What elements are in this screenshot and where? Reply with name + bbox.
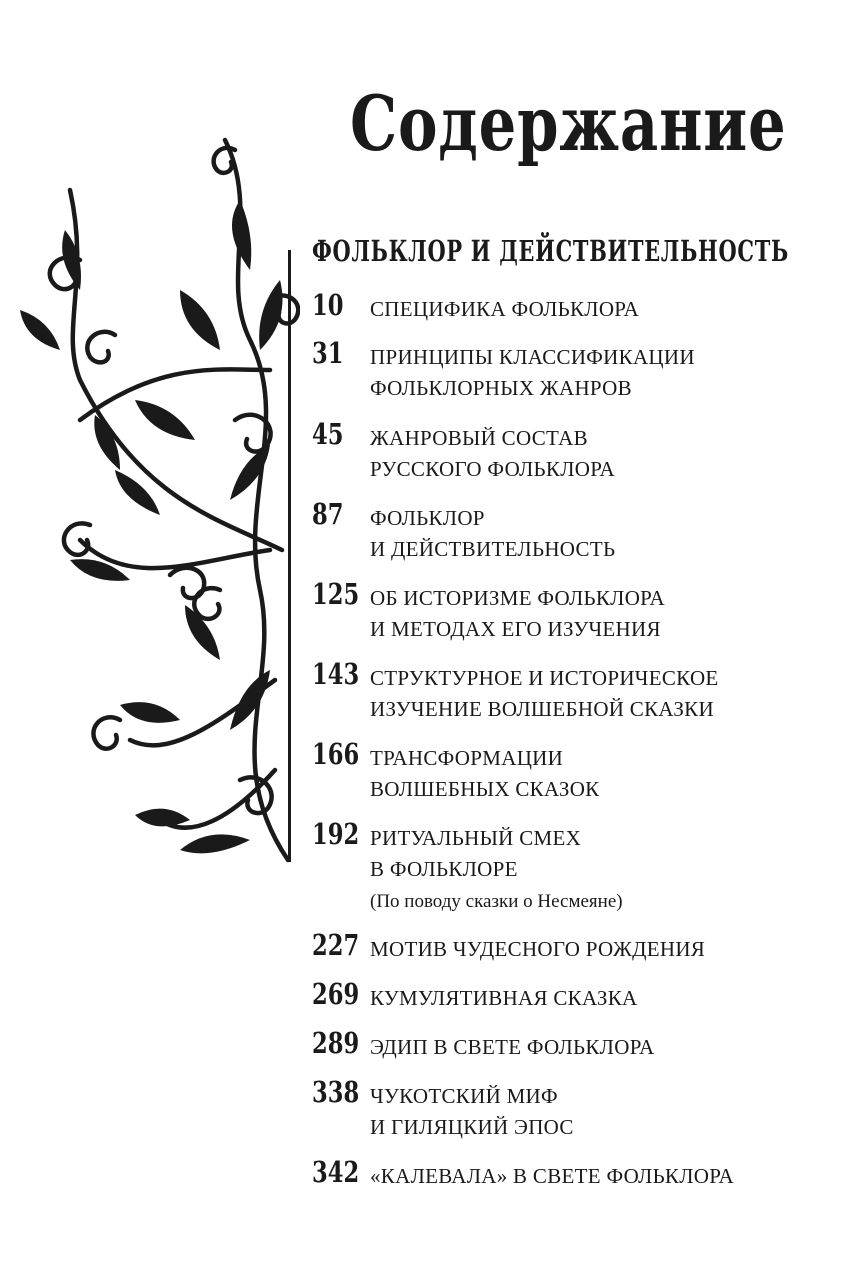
toc-page-number: 289 bbox=[312, 1026, 360, 1060]
toc-page-number: 192 bbox=[312, 817, 360, 851]
toc-entry-title: И МЕТОДАХ ЕГО ИЗУЧЕНИЯ bbox=[370, 617, 661, 641]
toc-page-number: 45 bbox=[312, 417, 344, 451]
page-title: Содержание bbox=[350, 79, 787, 168]
toc-entry-title: ЖАНРОВЫЙ СОСТАВ bbox=[370, 426, 588, 450]
toc-page-number: 166 bbox=[312, 737, 360, 771]
toc-page-number: 269 bbox=[312, 977, 360, 1011]
toc-page-number: 87 bbox=[312, 497, 344, 531]
toc-entry-title: ВОЛШЕБНЫХ СКАЗОК bbox=[370, 777, 600, 801]
toc-page-number: 125 bbox=[312, 577, 360, 611]
toc-entry-subtitle: (По поводу сказки о Несмеяне) bbox=[370, 891, 623, 912]
toc-entry-title: СПЕЦИФИКА ФОЛЬКЛОРА bbox=[370, 297, 640, 321]
toc-page-number: 143 bbox=[312, 657, 360, 691]
floral-ornament-icon bbox=[20, 120, 300, 880]
toc-entry-title: ФОЛЬКЛОР bbox=[370, 506, 485, 530]
toc-page-number: 31 bbox=[312, 336, 344, 370]
toc-entry-title: ОБ ИСТОРИЗМЕ ФОЛЬКЛОРА bbox=[370, 586, 665, 610]
toc-entry-title: И ГИЛЯЦКИЙ ЭПОС bbox=[370, 1115, 574, 1139]
toc-entry-title: ПРИНЦИПЫ КЛАССИФИКАЦИИ bbox=[370, 345, 695, 369]
toc-entry-title: ИЗУЧЕНИЕ ВОЛШЕБНОЙ СКАЗКИ bbox=[370, 697, 714, 721]
toc-page-number: 227 bbox=[312, 928, 360, 962]
toc-entry-title: ТРАНСФОРМАЦИИ bbox=[370, 746, 564, 770]
toc-entry-title: «КАЛЕВАЛА» В СВЕТЕ ФОЛЬКЛОРА bbox=[370, 1164, 734, 1188]
vertical-divider bbox=[288, 250, 291, 862]
toc-entry-title: РИТУАЛЬНЫЙ СМЕХ bbox=[370, 826, 582, 850]
toc-entry-title: СТРУКТУРНОЕ И ИСТОРИЧЕСКОЕ bbox=[370, 666, 719, 690]
toc-page-number: 342 bbox=[312, 1155, 360, 1189]
toc-entry-title: МОТИВ ЧУДЕСНОГО РОЖДЕНИЯ bbox=[370, 937, 706, 961]
toc-page-number: 338 bbox=[312, 1075, 360, 1109]
toc-page-number: 10 bbox=[312, 288, 344, 322]
toc-entry-title: РУССКОГО ФОЛЬКЛОРА bbox=[370, 457, 615, 481]
section-title: ФОЛЬКЛОР И ДЕЙСТВИТЕЛЬНОСТЬ bbox=[312, 234, 789, 268]
toc-entry-title: КУМУЛЯТИВНАЯ СКАЗКА bbox=[370, 986, 638, 1010]
toc-entry-title: ЧУКОТСКИЙ МИФ bbox=[370, 1084, 558, 1108]
toc-entry-title: ФОЛЬКЛОРНЫХ ЖАНРОВ bbox=[370, 376, 632, 400]
toc-entry-title: ЭДИП В СВЕТЕ ФОЛЬКЛОРА bbox=[370, 1035, 655, 1059]
toc-entry-title: В ФОЛЬКЛОРЕ bbox=[370, 857, 518, 881]
toc-entry-title: И ДЕЙСТВИТЕЛЬНОСТЬ bbox=[370, 537, 616, 561]
